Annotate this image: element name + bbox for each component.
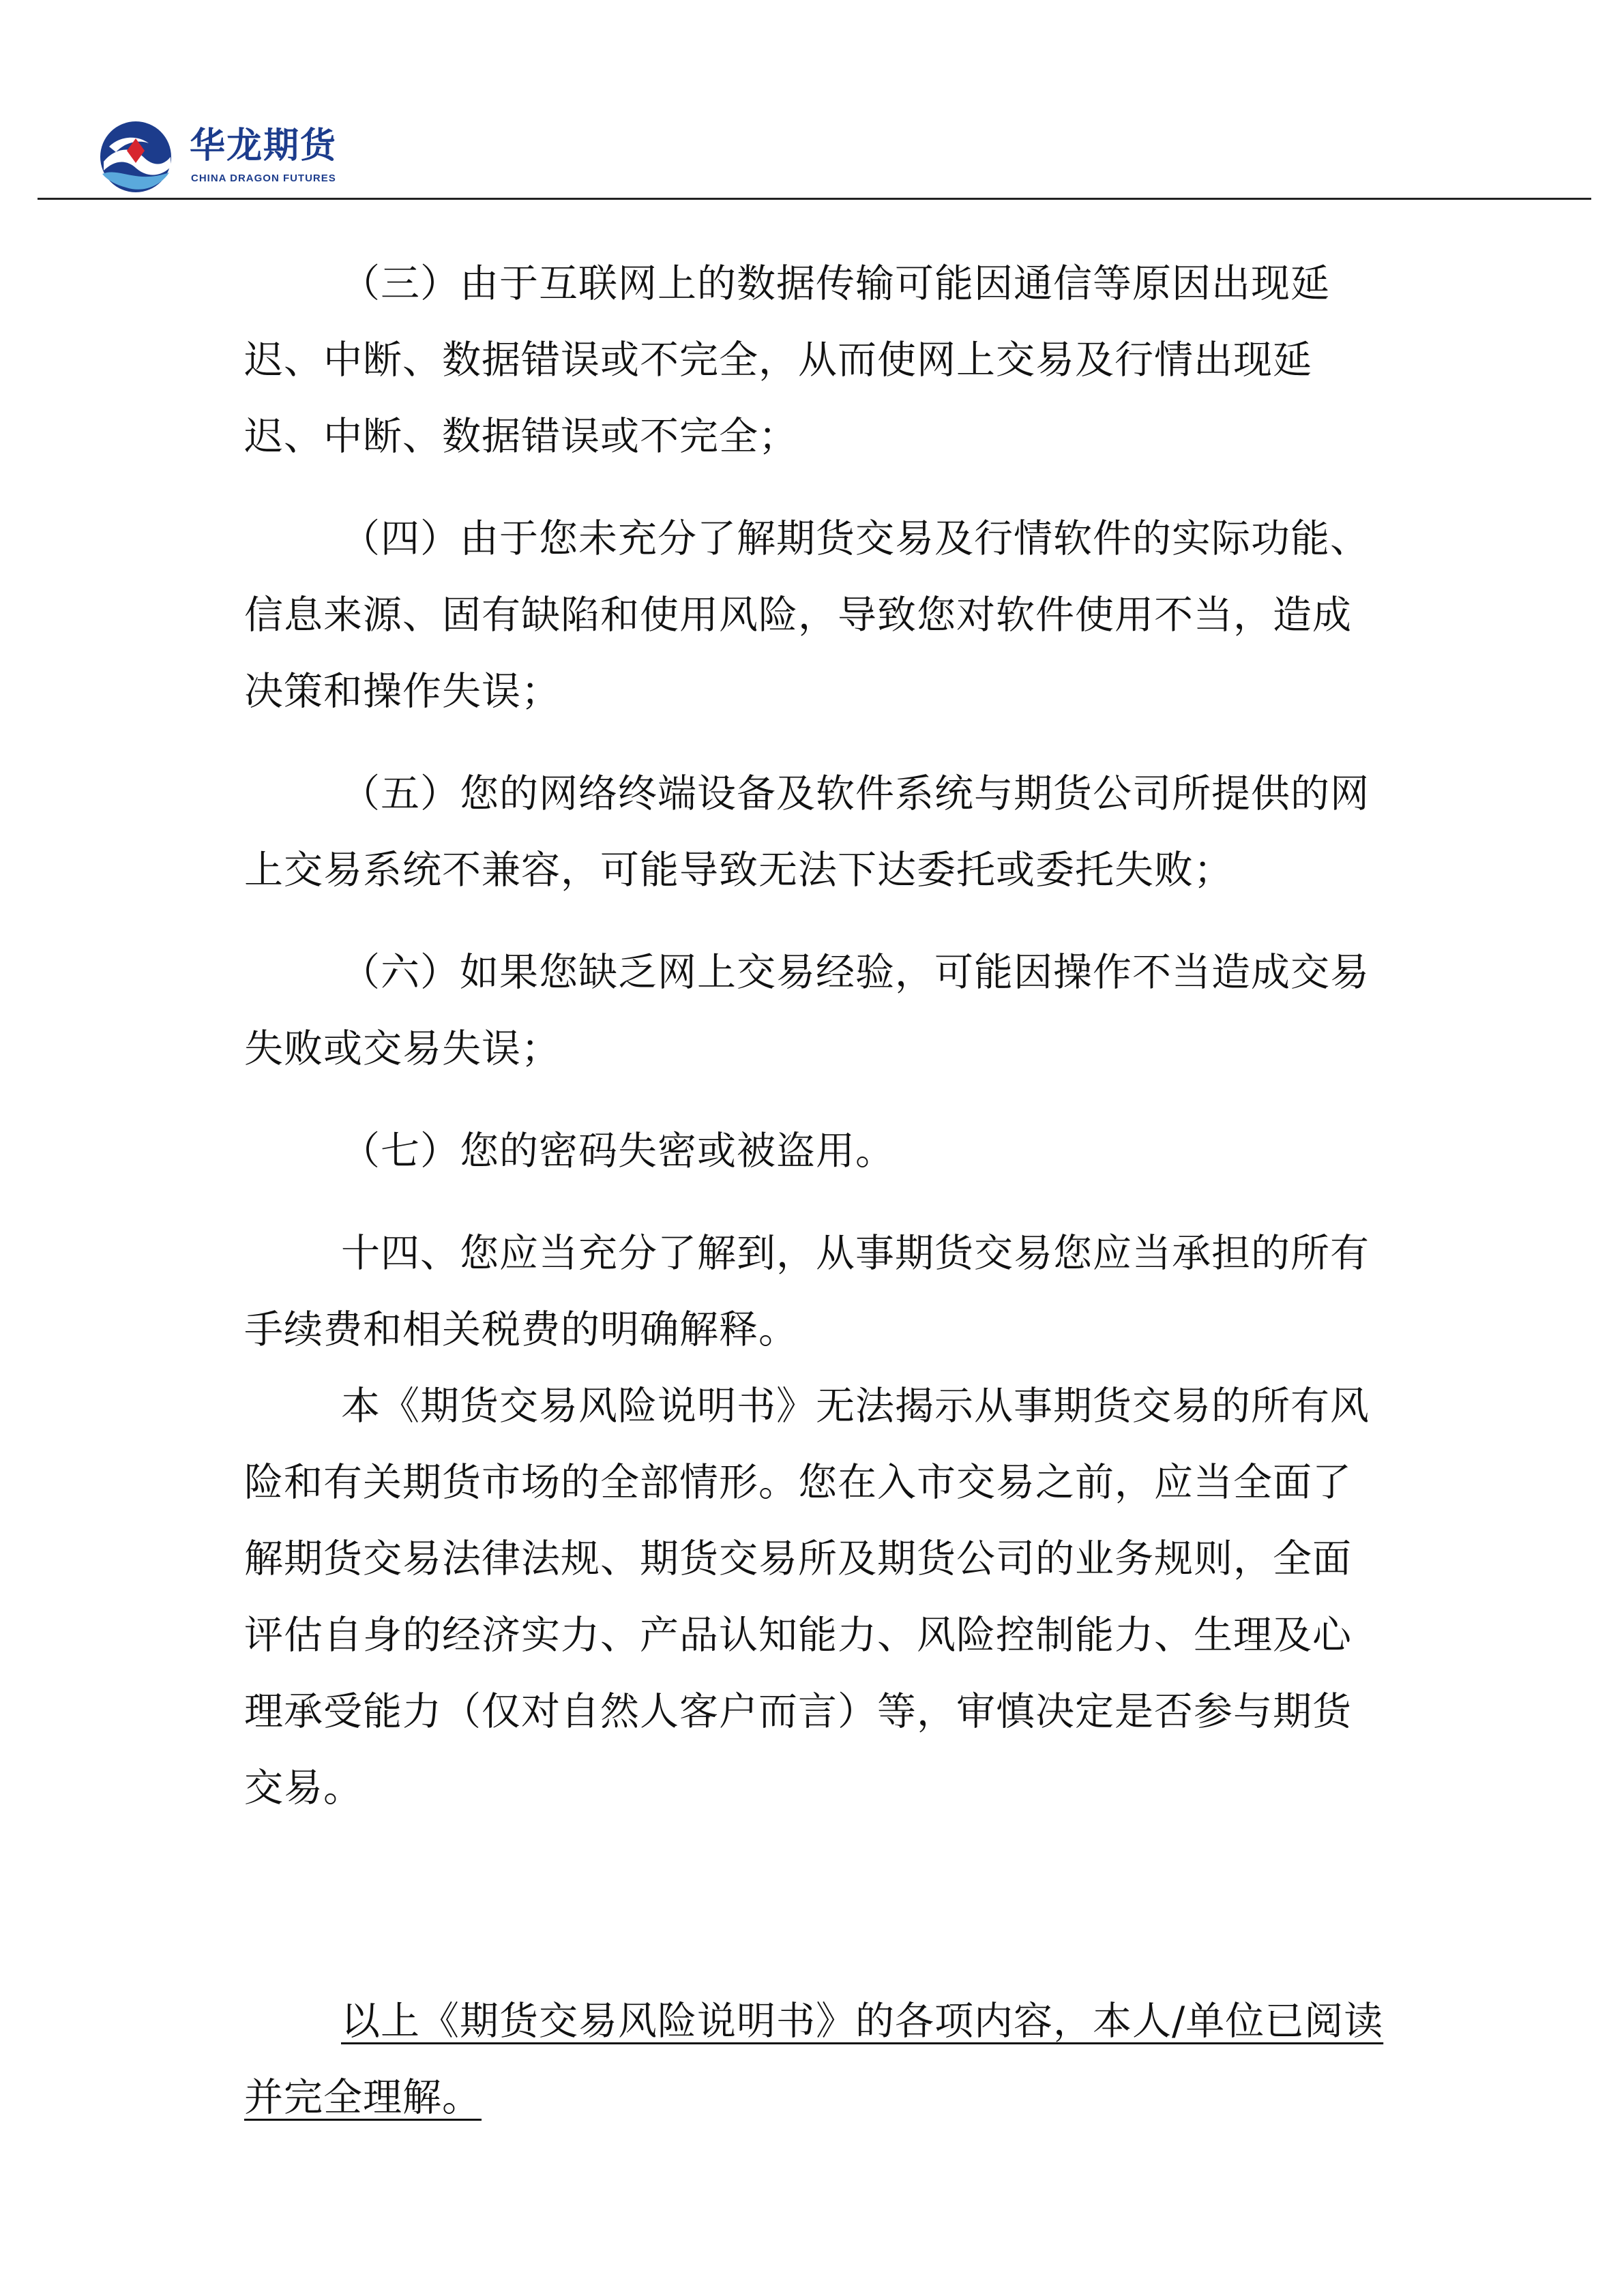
paragraph-item-7: （七）您的密码失密或被盗用。 bbox=[341, 1129, 895, 1174]
paragraph-item-5: （五）您的网络终端设备及软件系统与期货公司所提供的网上交易系统不兼容，可能导致无法下达委托或委托失败； bbox=[244, 771, 1370, 893]
paragraph-item-6: （六）如果您缺乏网上交易经验，可能因操作不当造成交易失败或交易失误； bbox=[244, 950, 1370, 1071]
company-logo bbox=[95, 119, 348, 194]
page-header bbox=[0, 0, 1624, 205]
document-body bbox=[244, 245, 1390, 2136]
paragraph-section-14: 十四、您应当充分了解到，从事期货交易您应当承担的所有手续费和相关税费的明确解释。 bbox=[244, 1231, 1370, 1352]
confirmation-text: 以上《期货交易风险说明书》的各项内容，本人/单位已阅读并完全理解。 bbox=[244, 1999, 1384, 2120]
paragraph-item-4: （四）由于您未充分了解期货交易及行情软件的实际功能、信息来源、固有缺陷和使用风险，导致您对软件使用不当，造成决策和操作失误； bbox=[244, 516, 1370, 714]
logo-chinese-text: 华龙期货 bbox=[190, 125, 338, 166]
header-divider bbox=[38, 198, 1591, 200]
paragraph-confirmation bbox=[244, 1983, 1390, 2136]
paragraph-item-3: （三）由于互联网上的数据传输可能因通信等原因出现延迟、中断、数据错误或不完全，从而使网上交易及行情出现延迟、中断、数据错误或不完全； bbox=[244, 261, 1330, 459]
dragon-logo-icon bbox=[95, 119, 176, 194]
paragraph-closing-statement: 本《期货交易风险说明书》无法揭示从事期货交易的所有风险和有关期货市场的全部情形。您在入市交易之前，应当全面了解期货交易法律法规、期货交易所及期货公司的业务规则，全面评估自身的经济实力、产品认知能力、风险控制能力、生理及心理承受能力（仅对自然人客户而言）等，审慎决定是否参与期货交易。 bbox=[244, 1384, 1370, 1810]
logo-english-text: CHINA DRAGON FUTURES bbox=[191, 173, 336, 184]
